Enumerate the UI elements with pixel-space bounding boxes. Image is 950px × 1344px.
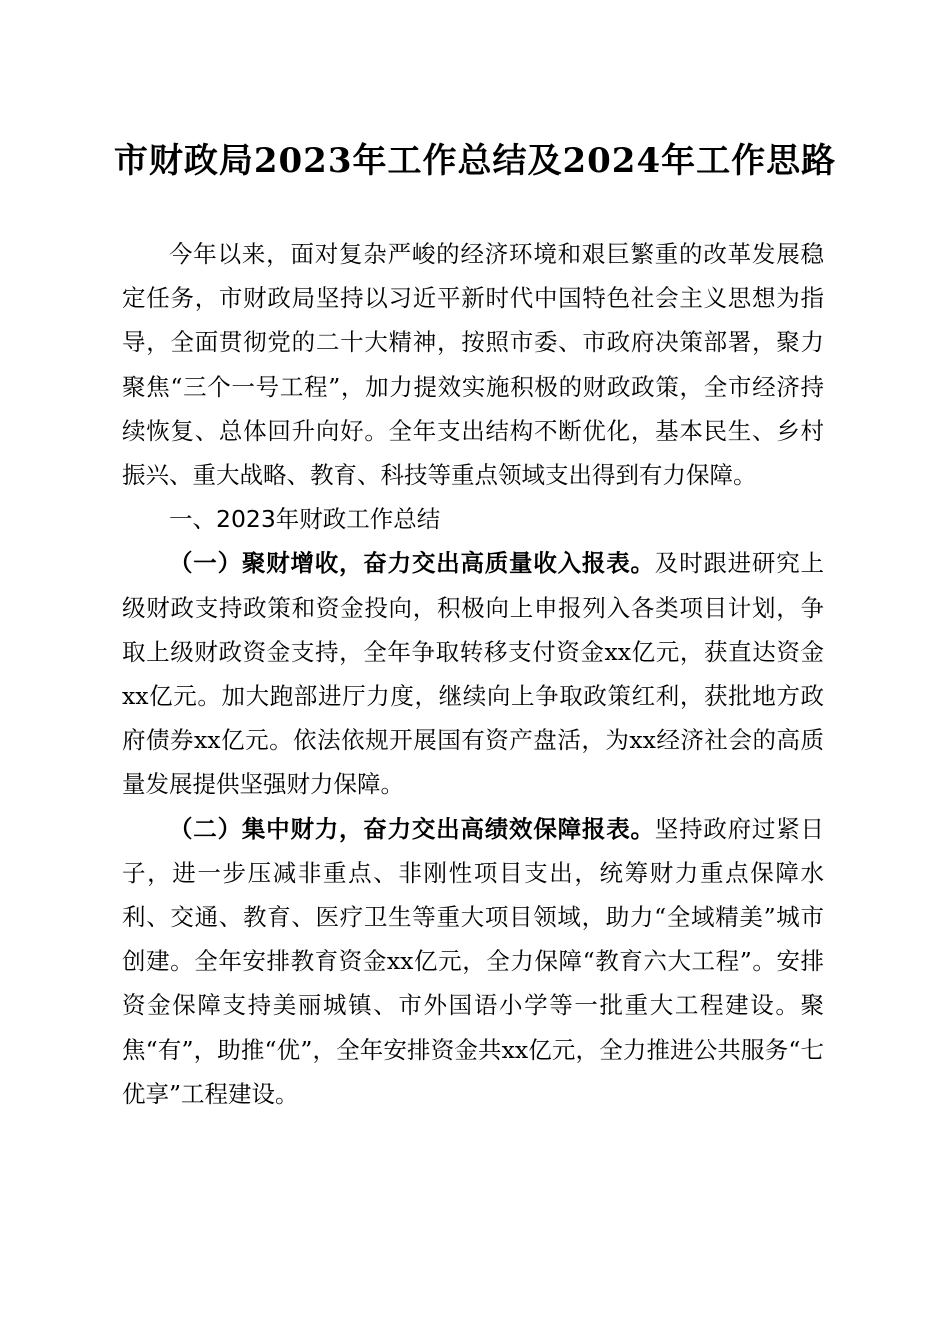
paragraph-item-1 bbox=[122, 541, 824, 806]
item-1-text: 及时跟进研究上级财政支持政策和资金投向，积极向上申报列入各类项目计划，争取上级财政资金支持，全年争取转移支付资金xx亿元，获直达资金xx亿元。加大跑部进厅力度，继续向上争取政策红利，获批地方政府债券xx亿元。依法依规开展国有资产盘活，为xx经济社会的高质量发展提供坚强财力保障。 bbox=[122, 549, 825, 799]
intro-paragraph: 今年以来，面对复杂严峻的经济环境和艰巨繁重的改革发展稳定任务，市财政局坚持以习近平新时代中国特色社会主义思想为指导，全面贯彻党的二十大精神，按照市委、市政府决策部署，聚力聚焦“三个一号工程”，加力提效实施积极的财政政策，全市经济持续恢复、总体回升向好。全年支出结构不断优化，基本民生、乡村振兴、重大战略、教育、科技等重点领域支出得到有力保障。 bbox=[122, 240, 824, 490]
item-1-lead: （一）聚财增收，奋力交出高质量收入报表。 bbox=[169, 549, 655, 578]
section-heading: 一、2023年财政工作总结 bbox=[169, 505, 441, 534]
document-body bbox=[122, 232, 824, 1116]
paragraph-item-2 bbox=[122, 807, 824, 1116]
item-2-text: 坚持政府过紧日子，进一步压减非重点、非刚性项目支出，统筹财力重点保障水利、交通、教育、医疗卫生等重大项目领域，助力“全域精美”城市创建。全年安排教育资金xx亿元，全力保障“教育六大工程”。安排资金保障支持美丽城镇、市外国语小学等一批重大工程建设。聚焦“有”，助推“优”，全年安排资金共xx亿元，全力推进公共服务“七优享”工程建设。 bbox=[122, 814, 825, 1108]
document-title: 市财政局2023年工作总结及2024年工作思路 bbox=[113, 141, 837, 181]
item-2-lead: （二）集中财力，奋力交出高绩效保障报表。 bbox=[169, 814, 655, 843]
